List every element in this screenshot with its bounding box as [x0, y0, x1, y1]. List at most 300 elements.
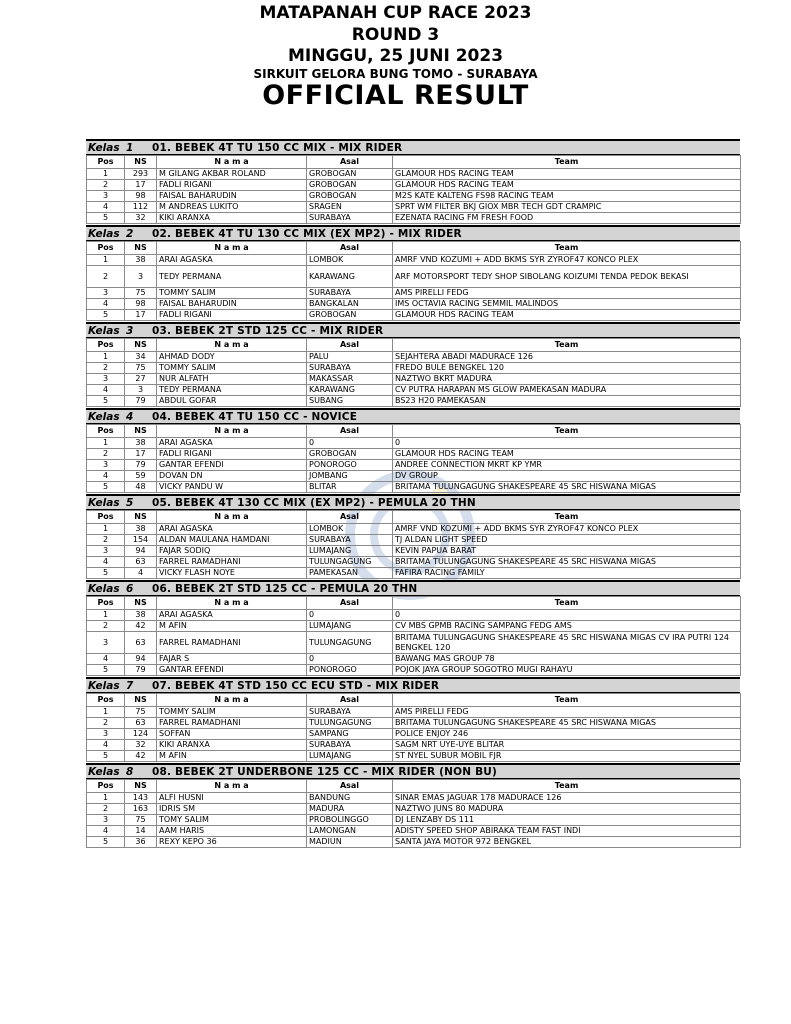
cell-ns: 63: [125, 718, 157, 729]
table-header-row: [87, 511, 741, 524]
cell-ns: 14: [125, 826, 157, 837]
cell-nama: TEDY PERMANA: [157, 385, 307, 396]
col-header-asal: Asal: [307, 780, 393, 793]
col-header-ns: NS: [125, 597, 157, 610]
cell-asal: JOMBANG: [307, 471, 393, 482]
table-row: [87, 826, 741, 837]
cell-team: CV MBS GPMB RACING SAMPANG FEDG AMS: [393, 621, 741, 632]
table-row: [87, 191, 741, 202]
cell-team: ST NYEL SUBUR MOBIL FJR: [393, 751, 741, 762]
cell-nama: FAISAL BAHARUDIN: [157, 191, 307, 202]
cell-asal: KARAWANG: [307, 266, 393, 288]
cell-pos: 1: [87, 707, 125, 718]
cell-team: ARF MOTORSPORT TEDY SHOP SIBOLANG KOIZUMI TENDA PEDOK BEKASI: [393, 266, 741, 288]
results-table: [86, 424, 741, 493]
table-row: [87, 740, 741, 751]
table-row: [87, 180, 741, 191]
cell-asal: TULUNGAGUNG: [307, 718, 393, 729]
col-header-pos: Pos: [87, 780, 125, 793]
cell-nama: IDRIS SM: [157, 804, 307, 815]
col-header-team: Team: [393, 156, 741, 169]
cell-pos: 1: [87, 793, 125, 804]
table-row: [87, 202, 741, 213]
table-header-row: [87, 425, 741, 438]
cell-pos: 3: [87, 191, 125, 202]
col-header-asal: Asal: [307, 597, 393, 610]
table-row: [87, 557, 741, 568]
table-row: [87, 471, 741, 482]
class-number: 8: [126, 765, 134, 778]
cell-asal: SURABAYA: [307, 740, 393, 751]
class-title: 02. BEBEK 4T TU 130 CC MIX (EX MP2) - MIX RIDER: [152, 227, 462, 240]
cell-nama: KIKI ARANXA: [157, 740, 307, 751]
cell-pos: 4: [87, 385, 125, 396]
cell-nama: FARREL RAMADHANI: [157, 557, 307, 568]
cell-ns: 42: [125, 751, 157, 762]
table-row: [87, 815, 741, 826]
cell-nama: ALDAN MAULANA HAMDANI: [157, 535, 307, 546]
cell-pos: 3: [87, 374, 125, 385]
col-header-ns: NS: [125, 511, 157, 524]
cell-ns: 32: [125, 740, 157, 751]
table-row: [87, 621, 741, 632]
cell-pos: 3: [87, 546, 125, 557]
cell-asal: LOMBOK: [307, 524, 393, 535]
table-row: [87, 396, 741, 407]
cell-team: GLAMOUR HDS RACING TEAM: [393, 310, 741, 321]
cell-ns: 163: [125, 804, 157, 815]
cell-asal: MADIUN: [307, 837, 393, 848]
cell-nama: FADLI RIGANI: [157, 449, 307, 460]
col-header-pos: Pos: [87, 425, 125, 438]
results-container: [86, 139, 740, 849]
cell-asal: PAMEKASAN: [307, 568, 393, 579]
cell-ns: 75: [125, 288, 157, 299]
cell-ns: 79: [125, 460, 157, 471]
class-header: [86, 494, 740, 510]
cell-asal: SAMPANG: [307, 729, 393, 740]
cell-nama: FADLI RIGANI: [157, 310, 307, 321]
cell-ns: 75: [125, 707, 157, 718]
kelas-label: Kelas: [88, 496, 120, 509]
table-row: [87, 665, 741, 676]
table-row: [87, 169, 741, 180]
cell-pos: 4: [87, 471, 125, 482]
cell-asal: SRAGEN: [307, 202, 393, 213]
cell-ns: 124: [125, 729, 157, 740]
col-header-ns: NS: [125, 694, 157, 707]
cell-asal: PROBOLINGGO: [307, 815, 393, 826]
col-header-nama: N a m a: [157, 156, 307, 169]
class-header: [86, 139, 740, 155]
event-date: MINGGU, 25 JUNI 2023: [287, 46, 504, 66]
class-header: [86, 763, 740, 779]
cell-ns: 48: [125, 482, 157, 493]
cell-nama: DOVAN DN: [157, 471, 307, 482]
cell-ns: 94: [125, 546, 157, 557]
cell-pos: 2: [87, 621, 125, 632]
table-row: [87, 255, 741, 266]
kelas-label: Kelas: [88, 582, 120, 595]
table-row: [87, 804, 741, 815]
class-title: 04. BEBEK 4T TU 150 CC - NOVICE: [152, 410, 358, 423]
cell-nama: NUR ALFATH: [157, 374, 307, 385]
cell-team: BRITAMA TULUNGAGUNG SHAKESPEARE 45 SRC HISWANA MIGAS: [393, 557, 741, 568]
cell-asal: TULUNGAGUNG: [307, 632, 393, 654]
cell-asal: LUMAJANG: [307, 751, 393, 762]
cell-asal: 0: [307, 654, 393, 665]
cell-ns: 32: [125, 213, 157, 224]
cell-nama: ARAI AGASKA: [157, 255, 307, 266]
official-result-heading: OFFICIAL RESULT: [262, 80, 529, 111]
col-header-pos: Pos: [87, 242, 125, 255]
cell-ns: 38: [125, 524, 157, 535]
cell-pos: 2: [87, 363, 125, 374]
class-number: 3: [126, 324, 134, 337]
class-section: [86, 225, 740, 321]
cell-ns: 42: [125, 621, 157, 632]
table-row: [87, 707, 741, 718]
cell-pos: 5: [87, 665, 125, 676]
cell-nama: FAISAL BAHARUDIN: [157, 299, 307, 310]
results-table: [86, 779, 741, 848]
cell-team: SPRT WM FILTER BKJ GIOX MBR TECH GDT CRAMPIC: [393, 202, 741, 213]
cell-team: EZENATA RACING FM FRESH FOOD: [393, 213, 741, 224]
table-row: [87, 837, 741, 848]
results-table: [86, 241, 741, 321]
col-header-pos: Pos: [87, 694, 125, 707]
col-header-nama: N a m a: [157, 339, 307, 352]
table-row: [87, 374, 741, 385]
table-row: [87, 363, 741, 374]
cell-team: ADISTY SPEED SHOP ABIRAKA TEAM FAST INDI: [393, 826, 741, 837]
cell-nama: AHMAD DODY: [157, 352, 307, 363]
cell-asal: MAKASSAR: [307, 374, 393, 385]
cell-ns: 63: [125, 557, 157, 568]
cell-pos: 5: [87, 837, 125, 848]
cell-pos: 1: [87, 255, 125, 266]
cell-asal: BLITAR: [307, 482, 393, 493]
table-row: [87, 299, 741, 310]
table-row: [87, 524, 741, 535]
cell-nama: M AFIN: [157, 621, 307, 632]
results-table: [86, 596, 741, 676]
kelas-label: Kelas: [88, 410, 120, 423]
cell-team: AMRF VND KOZUMI + ADD BKMS SYR ZYROF47 KONCO PLEX: [393, 255, 741, 266]
cell-team: FAFIRA RACING FAMILY: [393, 568, 741, 579]
table-row: [87, 438, 741, 449]
cell-ns: 17: [125, 310, 157, 321]
cell-team: SEJAHTERA ABADI MADURACE 126: [393, 352, 741, 363]
class-number: 4: [126, 410, 134, 423]
table-row: [87, 310, 741, 321]
cell-nama: ALFI HUSNI: [157, 793, 307, 804]
cell-asal: KARAWANG: [307, 385, 393, 396]
cell-team: AMS PIRELLI FEDG: [393, 288, 741, 299]
cell-team: DJ LENZABY DS 111: [393, 815, 741, 826]
table-row: [87, 535, 741, 546]
cell-nama: M AFIN: [157, 751, 307, 762]
cell-team: FREDO BULE BENGKEL 120: [393, 363, 741, 374]
cell-team: BRITAMA TULUNGAGUNG SHAKESPEARE 45 SRC HISWANA MIGAS: [393, 718, 741, 729]
cell-pos: 2: [87, 266, 125, 288]
cell-pos: 1: [87, 610, 125, 621]
col-header-ns: NS: [125, 780, 157, 793]
cell-team: POJOK JAYA GROUP SOGOTRO MUGI RAHAYU: [393, 665, 741, 676]
col-header-ns: NS: [125, 425, 157, 438]
cell-ns: 36: [125, 837, 157, 848]
class-header: [86, 677, 740, 693]
cell-pos: 2: [87, 718, 125, 729]
cell-team: BAWANG MAS GROUP 78: [393, 654, 741, 665]
cell-asal: SURABAYA: [307, 288, 393, 299]
col-header-nama: N a m a: [157, 597, 307, 610]
cell-nama: REXY KEPO 36: [157, 837, 307, 848]
cell-ns: 17: [125, 180, 157, 191]
cell-ns: 79: [125, 665, 157, 676]
cell-asal: SURABAYA: [307, 213, 393, 224]
cell-asal: 0: [307, 610, 393, 621]
kelas-label: Kelas: [88, 765, 120, 778]
class-title: 01. BEBEK 4T TU 150 CC MIX - MIX RIDER: [152, 141, 403, 154]
cell-asal: LUMAJANG: [307, 546, 393, 557]
cell-team: POLICE ENJOY 246: [393, 729, 741, 740]
cell-pos: 1: [87, 169, 125, 180]
cell-pos: 4: [87, 826, 125, 837]
cell-pos: 1: [87, 524, 125, 535]
class-section: [86, 763, 740, 848]
cell-pos: 4: [87, 299, 125, 310]
col-header-asal: Asal: [307, 511, 393, 524]
cell-ns: 293: [125, 169, 157, 180]
cell-pos: 4: [87, 654, 125, 665]
kelas-label: Kelas: [88, 679, 120, 692]
cell-asal: PALU: [307, 352, 393, 363]
class-title: 08. BEBEK 2T UNDERBONE 125 CC - MIX RIDER (NON BU): [152, 765, 498, 778]
cell-team: AMRF VND KOZUMI + ADD BKMS SYR ZYROF47 KONCO PLEX: [393, 524, 741, 535]
table-header-row: [87, 597, 741, 610]
table-row: [87, 460, 741, 471]
cell-pos: 1: [87, 438, 125, 449]
cell-nama: GANTAR EFENDI: [157, 665, 307, 676]
cell-ns: 94: [125, 654, 157, 665]
cell-asal: LOMBOK: [307, 255, 393, 266]
col-header-pos: Pos: [87, 339, 125, 352]
cell-nama: FARREL RAMADHANI: [157, 632, 307, 654]
cell-asal: GROBOGAN: [307, 310, 393, 321]
col-header-nama: N a m a: [157, 780, 307, 793]
cell-ns: 79: [125, 396, 157, 407]
cell-asal: BANGKALAN: [307, 299, 393, 310]
cell-asal: SUBANG: [307, 396, 393, 407]
table-row: [87, 718, 741, 729]
cell-ns: 27: [125, 374, 157, 385]
cell-ns: 38: [125, 255, 157, 266]
results-table: [86, 338, 741, 407]
cell-team: 0: [393, 610, 741, 621]
cell-team: GLAMOUR HDS RACING TEAM: [393, 180, 741, 191]
cell-pos: 5: [87, 396, 125, 407]
table-row: [87, 482, 741, 493]
col-header-team: Team: [393, 780, 741, 793]
table-row: [87, 568, 741, 579]
class-header: [86, 408, 740, 424]
col-header-asal: Asal: [307, 425, 393, 438]
class-number: 5: [126, 496, 134, 509]
cell-nama: M ANDREAS LUKITO: [157, 202, 307, 213]
cell-team: SANTA JAYA MOTOR 972 BENGKEL: [393, 837, 741, 848]
cell-team: CV PUTRA HARAPAN MS GLOW PAMEKASAN MADURA: [393, 385, 741, 396]
class-number: 1: [126, 141, 134, 154]
table-row: [87, 793, 741, 804]
cell-team: NAZTWO BKRT MADURA: [393, 374, 741, 385]
cell-ns: 38: [125, 438, 157, 449]
class-title: 07. BEBEK 4T STD 150 CC ECU STD - MIX RIDER: [152, 679, 440, 692]
cell-ns: 4: [125, 568, 157, 579]
cell-asal: SURABAYA: [307, 707, 393, 718]
cell-ns: 75: [125, 363, 157, 374]
cell-pos: 3: [87, 632, 125, 654]
table-row: [87, 751, 741, 762]
cell-ns: 143: [125, 793, 157, 804]
cell-asal: MADURA: [307, 804, 393, 815]
cell-nama: FADLI RIGANI: [157, 180, 307, 191]
cell-nama: AAM HARIS: [157, 826, 307, 837]
col-header-nama: N a m a: [157, 511, 307, 524]
cell-ns: 3: [125, 385, 157, 396]
cell-ns: 112: [125, 202, 157, 213]
cell-team: BS23 H20 PAMEKASAN: [393, 396, 741, 407]
cell-pos: 3: [87, 815, 125, 826]
cell-pos: 5: [87, 213, 125, 224]
cell-pos: 3: [87, 729, 125, 740]
class-number: 2: [126, 227, 134, 240]
col-header-nama: N a m a: [157, 242, 307, 255]
col-header-pos: Pos: [87, 156, 125, 169]
class-title: 05. BEBEK 4T 130 CC MIX (EX MP2) - PEMULA 20 THN: [152, 496, 476, 509]
col-header-team: Team: [393, 425, 741, 438]
cell-ns: 34: [125, 352, 157, 363]
cell-asal: LAMONGAN: [307, 826, 393, 837]
class-section: [86, 408, 740, 493]
results-table: [86, 155, 741, 224]
class-section: [86, 677, 740, 762]
cell-pos: 2: [87, 804, 125, 815]
cell-pos: 4: [87, 740, 125, 751]
cell-nama: GANTAR EFENDI: [157, 460, 307, 471]
cell-team: NAZTWO JUNS 80 MADURA: [393, 804, 741, 815]
cell-asal: GROBOGAN: [307, 449, 393, 460]
class-title: 06. BEBEK 2T STD 125 CC - PEMULA 20 THN: [152, 582, 418, 595]
cell-pos: 5: [87, 568, 125, 579]
cell-nama: ABDUL GOFAR: [157, 396, 307, 407]
cell-nama: SOFFAN: [157, 729, 307, 740]
cell-nama: KIKI ARANXA: [157, 213, 307, 224]
cell-pos: 3: [87, 460, 125, 471]
cell-nama: ARAI AGASKA: [157, 438, 307, 449]
cell-team: BRITAMA TULUNGAGUNG SHAKESPEARE 45 SRC HISWANA MIGAS: [393, 482, 741, 493]
col-header-nama: N a m a: [157, 425, 307, 438]
results-table: [86, 510, 741, 579]
col-header-team: Team: [393, 511, 741, 524]
cell-nama: TOMMY SALIM: [157, 363, 307, 374]
table-row: [87, 266, 741, 288]
cell-nama: ARAI AGASKA: [157, 524, 307, 535]
cell-nama: FARREL RAMADHANI: [157, 718, 307, 729]
col-header-pos: Pos: [87, 511, 125, 524]
kelas-label: Kelas: [88, 141, 120, 154]
cell-team: M2S KATE KALTENG FS98 RACING TEAM: [393, 191, 741, 202]
cell-asal: GROBOGAN: [307, 191, 393, 202]
cell-asal: SURABAYA: [307, 363, 393, 374]
table-row: [87, 213, 741, 224]
class-section: [86, 139, 740, 224]
table-row: [87, 449, 741, 460]
cell-asal: GROBOGAN: [307, 169, 393, 180]
cell-team: GLAMOUR HDS RACING TEAM: [393, 169, 741, 180]
table-header-row: [87, 780, 741, 793]
cell-nama: FAJAR S: [157, 654, 307, 665]
table-header-row: [87, 156, 741, 169]
class-title: 03. BEBEK 2T STD 125 CC - MIX RIDER: [152, 324, 384, 337]
cell-team: KEVIN PAPUA BARAT: [393, 546, 741, 557]
kelas-label: Kelas: [88, 227, 120, 240]
cell-ns: 98: [125, 299, 157, 310]
table-header-row: [87, 694, 741, 707]
cell-asal: 0: [307, 438, 393, 449]
cell-nama: VICKY FLASH NOYE: [157, 568, 307, 579]
cell-pos: 2: [87, 449, 125, 460]
cell-asal: PONOROGO: [307, 665, 393, 676]
cell-team: TJ ALDAN LIGHT SPEED: [393, 535, 741, 546]
cell-pos: 5: [87, 751, 125, 762]
cell-team: BRITAMA TULUNGAGUNG SHAKESPEARE 45 SRC HISWANA MIGAS CV IRA PUTRI 124 BENGKEL 120: [393, 632, 741, 654]
table-row: [87, 288, 741, 299]
class-number: 6: [126, 582, 134, 595]
col-header-ns: NS: [125, 339, 157, 352]
table-header-row: [87, 242, 741, 255]
col-header-team: Team: [393, 242, 741, 255]
table-row: [87, 610, 741, 621]
cell-team: GLAMOUR HDS RACING TEAM: [393, 449, 741, 460]
cell-pos: 2: [87, 535, 125, 546]
round-label: ROUND 3: [351, 25, 440, 45]
col-header-ns: NS: [125, 242, 157, 255]
cell-ns: 75: [125, 815, 157, 826]
cell-team: SAGM NRT UYE-UYE BLITAR: [393, 740, 741, 751]
col-header-asal: Asal: [307, 156, 393, 169]
cell-pos: 3: [87, 288, 125, 299]
cell-team: SINAR EMAS JAGUAR 178 MADURACE 126: [393, 793, 741, 804]
cell-team: DV GROUP: [393, 471, 741, 482]
cell-pos: 5: [87, 482, 125, 493]
cell-team: IMS OCTAVIA RACING SEMMIL MALINDOS: [393, 299, 741, 310]
table-row: [87, 654, 741, 665]
cell-asal: TULUNGAGUNG: [307, 557, 393, 568]
cell-pos: 4: [87, 202, 125, 213]
cell-asal: GROBOGAN: [307, 180, 393, 191]
cell-ns: 3: [125, 266, 157, 288]
cell-pos: 5: [87, 310, 125, 321]
cell-nama: TEDY PERMANA: [157, 266, 307, 288]
cell-team: ANDREE CONNECTION MKRT KP YMR: [393, 460, 741, 471]
cell-asal: LUMAJANG: [307, 621, 393, 632]
kelas-label: Kelas: [88, 324, 120, 337]
cell-nama: TOMMY SALIM: [157, 288, 307, 299]
table-row: [87, 632, 741, 654]
class-section: [86, 322, 740, 407]
class-number: 7: [126, 679, 134, 692]
